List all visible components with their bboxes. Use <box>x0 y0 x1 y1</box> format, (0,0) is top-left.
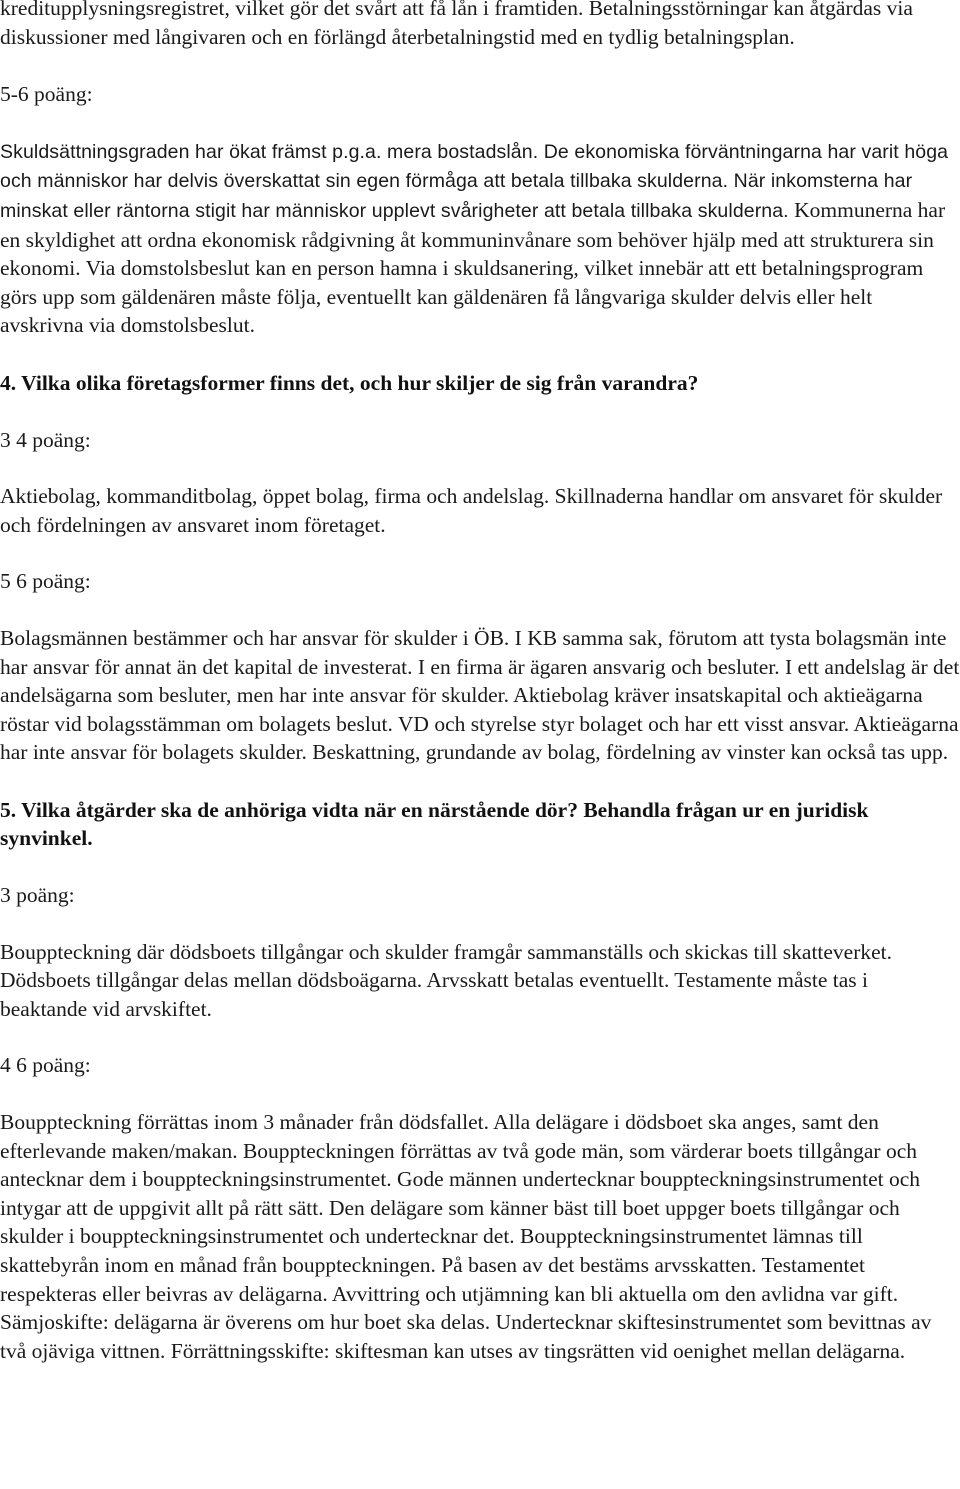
section3-answer-5-6-serif-text: Kommunerna har en skyldighet att ordna ekonomisk rådgivning åt kommuninvånare som behöver hjälp med att strukturera sin ekonomi. Via domstolsbeslut kan en person hamna i skuldsanering, vilket innebär att ett betalningsprogram görs upp som gäldenären måste följa, eventuellt kan gäldenären få långvariga skulder delvis eller helt avskrivna via domstolsbeslut. <box>0 197 946 338</box>
question-5-answer-4-6: Bouppteckning förrättas inom 3 månader från dödsfallet. Alla delägare i dödsboet ska anges, samt den efterlevande maken/makan. Bouppteckningen förrättas av två gode män, som värderar boets tillgångar och antecknar dem i bouppteckningsinstrumentet. Gode männen undertecknar bouppteckningsinstrumentet och intygar att de uppgivit allt på rätt sätt. Den delägare som känner bäst till boet uppger boets tillgångar och skulder i bouppteckningsinstrumentet och undertecknar det. Bouppteckningsinstrumentet lämnas till skattebyrån inom en månad från bouppteckningen. På basen av det bestäms arvsskatten. Testamentet respekteras eller beivras av delägarna. Avvittring och utjämning kan bli aktuella om den avlidna var gift. Sämjoskifte: delägarna är överens om hur boet ska delas. Undertecknar skiftesinstrumentet som bevittnas av två ojäviga vittnen. Förrättningsskifte: skiftesman kan utses av tingsrätten vid oenighet mellan delägarna. <box>0 1110 932 1363</box>
section3-answer-5-6-sans-text: Skuldsättningsgraden har ökat främst p.g.a. mera bostadslån. De ekonomiska förväntningarna har varit höga och människor har delvis överskattat sin egen förmåga att betala tillbaka skulderna. När inkomsterna har minskat eller räntorna stigit har människor upplevt svårigheter att betala tillbaka skulderna. <box>0 140 949 222</box>
question-5-points-label-4-6: 4 6 poäng: <box>0 1053 91 1078</box>
question-5-heading: 5. Vilka åtgärder ska de anhöriga vidta när en närstående dör? Behandla frågan ur en juridisk synvinkel. <box>0 797 869 851</box>
section3-intro-paragraph <box>0 0 960 51</box>
question-4-points-label-3-4: 3 4 poäng: <box>0 427 91 452</box>
question-4-heading: 4. Vilka olika företagsformer finns det, och hur skiljer de sig från varandra? <box>0 370 699 395</box>
section3-intro-text: kreditupplysningsregistret, vilket gör det svårt att få lån i framtiden. Betalningsstörningar kan åtgärdas via diskussioner med långivaren och en förlängd återbetalningstid med en tydlig betalningsplan. <box>0 0 913 49</box>
question-4-answer-3-4: Aktiebolag, kommanditbolag, öppet bolag, firma och andelslag. Skillnaderna handlar om ansvaret för skulder och fördelningen av ansvaret inom företaget. <box>0 484 943 537</box>
question-4-points-label-5-6: 5 6 poäng: <box>0 569 91 594</box>
section3-answer-5-6 <box>0 137 960 340</box>
question-5-answer-3: Bouppteckning där dödsboets tillgångar och skulder framgår sammanställs och skickas till skatteverket. Dödsboets tillgångar delas mellan dödsboägarna. Arvsskatt betalas eventuellt. Testamente måste tas i beaktande vid arvskiftet. <box>0 939 893 1021</box>
question-5-points-label-3: 3 poäng: <box>0 883 75 908</box>
section3-points-label-5-6: 5-6 poäng: <box>0 82 93 107</box>
question-4-answer-5-6: Bolagsmännen bestämmer och har ansvar för skulder i ÖB. I KB samma sak, förutom att tysta bolagsmän inte har ansvar för annat än det kapital de investerat. I en firma är ägaren ansvarig och besluter. I ett andelslag är det andelsägarna som besluter, men har inte ansvar för skulder. Aktiebolag kräver insatskapital och aktieägarna röstar vid bolagsstämman om bolagets beslut. VD och styrelse styr bolaget och har ett visst ansvar. Aktieägarna har inte ansvar för bolagets skulder. Beskattning, grundande av bolag, fördelning av vinster kan också tas upp. <box>0 625 960 765</box>
